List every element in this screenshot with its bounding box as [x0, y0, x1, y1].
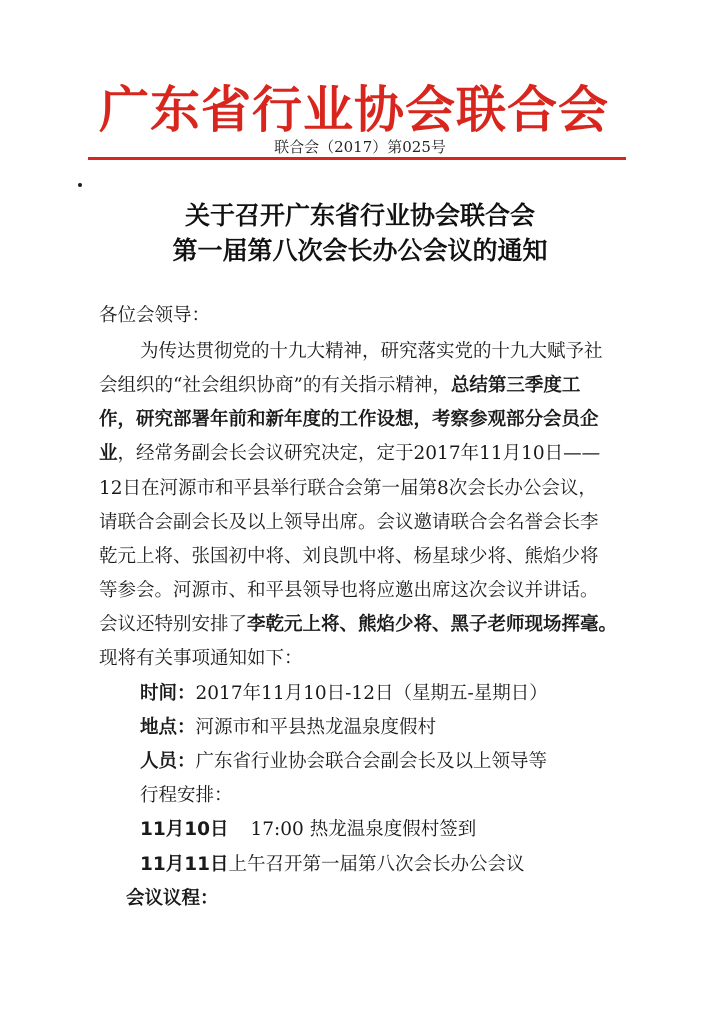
place-row — [140, 715, 436, 741]
body-line-3: 作，研究部署年前和新年度的工作设想，考察参观部分会员企 — [99, 409, 599, 430]
document-number: 联合会（2017）第025号 — [274, 138, 446, 156]
time-label: 时间： — [140, 683, 196, 704]
body-line-2 — [99, 373, 580, 399]
notice-title-line-2: 第一届第八次会长办公会议的通知 — [172, 236, 548, 265]
org-letterhead-title: 广东省行业协会联合会 — [99, 80, 609, 139]
notice-title-line-1: 关于召开广东省行业协会联合会 — [184, 201, 535, 230]
place-value: 河源市和平县热龙温泉度假村 — [195, 717, 437, 738]
body-line-8: 等参会。河源市、和平县领导也将应邀出席这次会议并讲话。 — [99, 580, 599, 601]
salutation: 各位会领导： — [99, 305, 211, 326]
body-line-2-text: 会组织的“社会组织协商”的有关指示精神， — [99, 375, 451, 396]
day1-date: 11月10日 — [140, 819, 229, 840]
people-value: 广东省行业协会联合会副会长及以上领导等 — [195, 751, 548, 772]
people-row — [140, 749, 547, 775]
schedule-label: 行程安排： — [140, 785, 233, 806]
agenda-label: 会议议程： — [126, 888, 219, 909]
people-label: 人员： — [140, 751, 196, 772]
letterhead-red-rule — [88, 157, 626, 160]
body-line-9-text: 会议还特别安排了 — [99, 614, 248, 635]
body-line-4-text: ，经常务副会长会议研究决定，定于2017年11月10日—— — [117, 443, 601, 464]
body-line-5: 12日在河源市和平县举行联合会第一届第8次会长办公会议， — [99, 478, 597, 499]
ink-dot — [78, 183, 82, 187]
day2-date: 11月11日 — [140, 854, 229, 875]
day1-row — [140, 817, 476, 843]
time-value: 2017年11月10日-12日（星期五-星期日） — [195, 683, 548, 704]
day2-row — [140, 852, 525, 878]
body-line-10: 现将有关事项通知如下： — [99, 648, 303, 669]
body-line-9-bold: 李乾元上将、熊焰少将、黑子老师现场挥毫。 — [247, 614, 618, 635]
day1-value: 17:00 热龙温泉度假村签到 — [250, 819, 477, 840]
body-line-2-bold: 总结第三季度工 — [450, 375, 581, 396]
body-line-7: 乾元上将、张国初中将、刘良凯中将、杨星球少将、熊焰少将 — [99, 546, 599, 567]
time-row — [140, 681, 548, 707]
body-line-4 — [99, 441, 600, 467]
day2-value: 上午召开第一届第八次会长办公会议 — [228, 854, 525, 875]
body-line-9 — [99, 612, 617, 638]
body-line-6: 请联合会副会长及以上领导出席。会议邀请联合会名誉会长李 — [99, 512, 599, 533]
place-label: 地点： — [140, 717, 196, 738]
body-line-4-bold: 业 — [99, 443, 118, 464]
body-line-1: 为传达贯彻党的十九大精神，研究落实党的十九大赋予社 — [140, 341, 603, 362]
